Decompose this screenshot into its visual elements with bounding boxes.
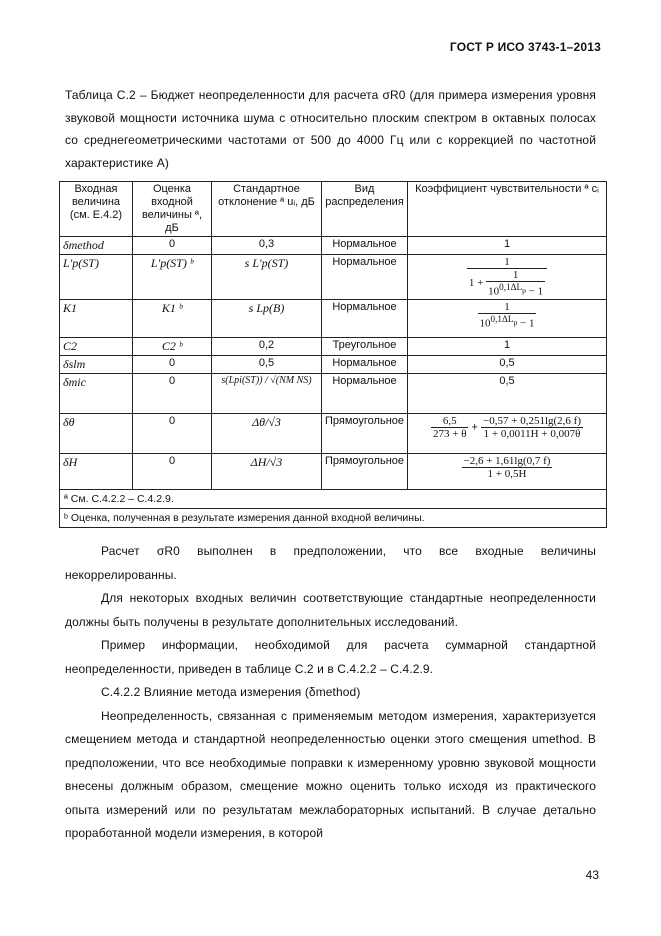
cell-coef: 1 (408, 237, 607, 255)
formula-fraction: $\frac{1}{10^{0,1\Delta L_p} - 1}$ (479, 300, 535, 330)
col-header: Оценка входной величины ª, дБ (133, 182, 212, 237)
cell-std: 0,3 (212, 237, 322, 255)
page-number: 43 (585, 868, 599, 882)
cell-std: s(Lpi(ST)) / √(NM NS) (212, 373, 322, 413)
cell-quantity: δH (60, 453, 133, 489)
table-row (60, 453, 607, 489)
cell-dist: Нормальное (322, 237, 408, 255)
cell-std: Δθ/√3 (212, 413, 322, 453)
cell-coef: 0,5 (408, 373, 607, 413)
cell-estimate: 0 (133, 237, 212, 255)
paragraph: Расчет σR0 выполнен в предположении, что все входные величины некоррелированны. (65, 544, 596, 582)
cell-dist: Треугольное (322, 337, 408, 355)
table-note: ᵇ Оценка, полученная в результате измерения данной входной величины. (60, 508, 607, 527)
cell-quantity: K1 (60, 299, 133, 337)
cell-quantity: L′p(ST) (60, 255, 133, 300)
cell-estimate: 0 (133, 453, 212, 489)
cell-coef: $\frac{6,5}{273 + \theta}$ + $\frac{-0,57 + 0,251\lg(2,6 f)}{1 + 0,0011H + 0,007\theta}$ (408, 413, 607, 453)
cell-coef (408, 255, 607, 300)
cell-coef (408, 453, 607, 489)
cell-std: ΔH/√3 (212, 453, 322, 489)
body-text (65, 540, 596, 846)
cell-dist: Нормальное (322, 255, 408, 300)
table-row (60, 355, 607, 373)
formula-fraction: 1 1 + $\frac{1}{10^{0,1\Delta L_p} - 1}$ (467, 256, 547, 298)
cell-estimate: 0 (133, 373, 212, 413)
cell-std: 0,2 (212, 337, 322, 355)
cell-quantity: C2 (60, 337, 133, 355)
table-note-row (60, 489, 607, 508)
cell-dist: Прямоугольное (322, 413, 408, 453)
cell-coef (408, 299, 607, 337)
cell-dist: Прямоугольное (322, 453, 408, 489)
table-row (60, 337, 607, 355)
paragraph: Для некоторых входных величин соответствующие стандартные неопределенности должны быть получены в результате дополнительных исследований. (65, 591, 596, 629)
cell-estimate: 0 (133, 413, 212, 453)
formula-fraction: $\frac{-0,57 + 0,251\lg(2,6 f)}{1 + 0,0011H + 0,007\theta}$ (483, 414, 581, 440)
cell-quantity: δmic (60, 373, 133, 413)
col-header: Вид распределения (322, 182, 408, 237)
cell-std: 0,5 (212, 355, 322, 373)
cell-quantity: δmethod (60, 237, 133, 255)
table-note: ª См. С.4.2.2 – С.4.2.9. (60, 489, 607, 508)
table-row (60, 373, 607, 413)
formula-fraction: $\frac{-2,6 + 1,61\lg(0,7 f)}{1 + 0,5H}$ (463, 454, 551, 480)
cell-coef: 1 (408, 337, 607, 355)
cell-quantity: δslm (60, 355, 133, 373)
table-row (60, 413, 607, 453)
table-row (60, 237, 607, 255)
col-header: Входная величина (см. Е.4.2) (60, 182, 133, 237)
cell-quantity: δθ (60, 413, 133, 453)
table-row (60, 299, 607, 337)
table-note-row (60, 508, 607, 527)
table-caption: Таблица С.2 – Бюджет неопределенности для расчета σR0 (для примера измерения уровня звуковой мощности источника шума с относительно плоским спектром в октавных полосах со среднегеометрическими частотами от 500 до 4000 Гц или с коррекцией по частотной характеристике A) (65, 88, 596, 170)
section-heading: С.4.2.2 Влияние метода измерения (δmethod) (101, 685, 361, 699)
col-header: Стандартное отклонение ª uᵢ, дБ (212, 182, 322, 237)
uncertainty-table (59, 181, 607, 528)
formula-fraction: $\frac{6,5}{273 + \theta}$ (433, 414, 467, 440)
cell-std: s Lp(B) (212, 299, 322, 337)
cell-coef: 0,5 (408, 355, 607, 373)
paragraph: Неопределенность, связанная с применяемым методом измерения, характеризуется смещением метода и стандартной неопределенностью оценки этого смещения umethod. В предположении, что все необходимые поправки к измеренному уровню звуковой мощности внесены должным образом, смещение можно оценить только исходя из практического опыта измерений или по результатам межлабораторных испытаний. В случае детально проработанной модели измерения, в которой (65, 708, 596, 840)
cell-estimate: L′p(ST) ᵇ (133, 255, 212, 300)
cell-std: s L′p(ST) (212, 255, 322, 300)
document-header: ГОСТ Р ИСО 3743-1–2013 (449, 40, 601, 54)
paragraph: Пример информации, необходимой для расчета суммарной стандартной неопределенности, приведен в таблице С.2 и в С.4.2.2 – С.4.2.9. (65, 638, 596, 676)
cell-dist: Нормальное (322, 373, 408, 413)
cell-estimate: 0 (133, 355, 212, 373)
cell-estimate: K1 ᵇ (133, 299, 212, 337)
table-row (60, 255, 607, 300)
cell-estimate: C2 ᵇ (133, 337, 212, 355)
table-header-row (60, 182, 607, 237)
cell-dist: Нормальное (322, 299, 408, 337)
col-header: Коэффициент чувствительности ª cᵢ (408, 182, 607, 237)
cell-dist: Нормальное (322, 355, 408, 373)
